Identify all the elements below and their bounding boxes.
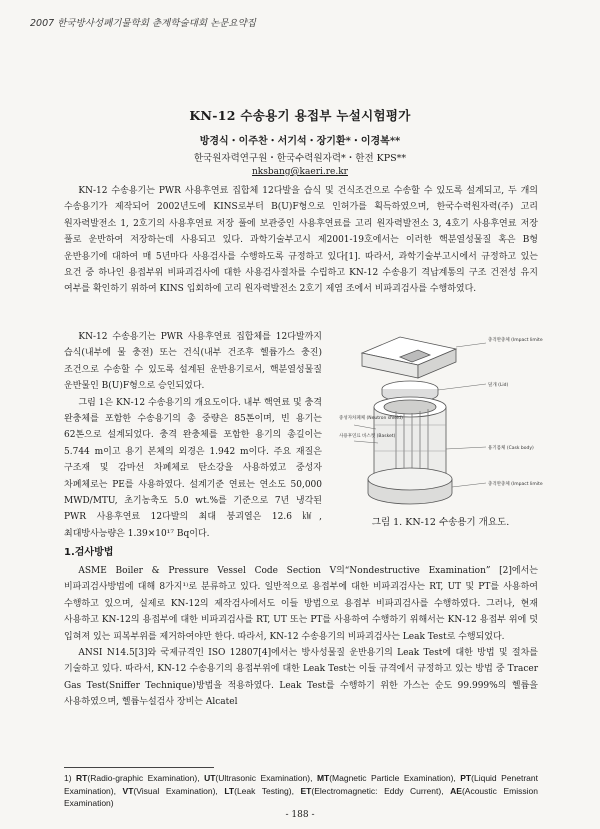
author-list: 방경식・이주찬・서기석・장기환*・이경복** bbox=[199, 136, 401, 147]
footnote-term: ET bbox=[300, 785, 312, 796]
footnote bbox=[64, 772, 538, 810]
label-cask-body: 용기몸체 (Cask body) bbox=[488, 446, 534, 451]
affiliation: 한국원자력연구원・한국수력원자력*・한전 KPS** bbox=[193, 153, 407, 164]
footnote-desc: (Liquid Penetrant Examination), bbox=[64, 773, 538, 796]
page-number: - 188 - bbox=[285, 810, 315, 820]
intro-paragraph: KN-12 수송용기는 PWR 사용후연료 집합체 12다발을 습식 및 건식조건으로 수송할 수 있도록 설계되고, 두 개의 수송용기가 제작되어 2002년도에 KINS로부터 B(U)F형으로 인허가를 획득하였으며, 한국수력원자력(주) 고리 원자력발전소 1, 2호기의 사용후연료 저장 풀에 보관중인 사용후연료를 고리 원자력발전소 3, 4호기 사용후연료 저장 풀로 운반하여 저장하는데 사용되고 있다. 과학기술부고시 제2001-19호에서는 이러한 핵분열성물질 혹은 B형 운반용기에 대하여 매 5년마다 사용검사를 수행하도록 규정하고 있다[1]. 따라서, 과학기술부고시에서 규정하고 있는 요건 중 하나인 용접부위 비파괴검사에 대한 사용검사절차를 수립하고 KN-12 수송용기 격납계통의 구조 건전성 유지 여부를 확인하기 위하여 KINS 입회하에 고리 원자력발전소 2호기 제염 조에서 비파괴검사를 수행하였다. bbox=[64, 186, 538, 295]
footnote-desc: (Ultrasonic Examination), bbox=[215, 773, 317, 783]
body-paragraph-2: 그림 1은 KN-12 수송용기의 개요도이다. 내부 핵연료 및 충격 완충체를 포함한 수송용기의 총 중량은 85톤이며, 빈 용기는 62톤으로 설계되었다. 충격 완충체를 포함한 용기의 총길이는 5.744 m이고 용기 본체의 외경은 1.942 m이다. 주요 재질은 구조재 및 감마선 차폐체로 탄소강을 사용하였고 중성자 차폐체로는 PE를 사용하였다. 설계기준 연료는 연소도 50,000 MWD/MTU, 초기농축도 5.0 wt.%를 기준으로 7년 냉각된 PWR 사용후연료 12다발의 최대 붕괴열은 12.6 ㎾, 최대방사능량은 1.39×10¹⁷ Bq이다. bbox=[64, 397, 322, 539]
footnote-rule bbox=[64, 767, 214, 768]
running-header: 2007 한국방사성폐기물학회 춘계학술대회 논문요약집 bbox=[30, 18, 256, 29]
cask-illustration bbox=[338, 333, 543, 508]
cask-figure bbox=[338, 333, 543, 508]
label-bottom-impact-limiter: 충격완충체 (Impact limiter) bbox=[488, 482, 543, 487]
left-column bbox=[64, 329, 322, 542]
footnote-term: PT bbox=[460, 773, 472, 783]
body-paragraph-1: KN-12 수송용기는 PWR 사용후연료 집합체를 12다발까지 습식(내부에 물 충전) 또는 건식(내부 건조후 헬륨가스 충진)조건으로 수송할 수 있도록 설계된 운반용기로서, 핵분열성물질 운반물인 B(U)F형으로 승인되었다. bbox=[64, 332, 322, 392]
footnote-term: VT bbox=[122, 785, 134, 796]
footnote-term: AE bbox=[450, 785, 462, 796]
footnote-term: LT bbox=[224, 785, 235, 796]
footnote-marker: 1) bbox=[64, 773, 72, 783]
footnote-desc: (Electromagnetic: Eddy Current), bbox=[311, 785, 451, 796]
section-paragraph-2: ANSI N14.5[3]와 국제규격인 ISO 12807[4]에서는 방사성물질 운반용기의 Leak Test에 대한 방법 및 절차를 기술하고 있다. 따라서, KN-12 수송용기의 용접부위에 대한 Leak Test는 이들 규격에서 규정하고 있는 방법 중 Tracer Gas Test(Sniffer Technique)방법을 적용하였다. Leak Test를 수행하기 위한 가스는 순도 99.999%의 헬륨을 사용하였으며, 헬륨누설검사 장비는 Alcatel bbox=[64, 648, 538, 708]
footnote-term: RT bbox=[76, 773, 88, 783]
footnote-term: UT bbox=[204, 773, 216, 783]
bottom-impact-limiter bbox=[368, 468, 452, 504]
label-neutron-shield: 중성자차폐체 (Neutron shield) bbox=[339, 416, 403, 421]
paper-title: KN-12 수송용기 용접부 누설시험평가 bbox=[189, 108, 411, 123]
footnote-desc: (Leak Testing), bbox=[234, 785, 301, 796]
section-body bbox=[64, 563, 538, 711]
footnote-term: MT bbox=[316, 773, 330, 783]
author-email: nksbang@kaeri.re.kr bbox=[252, 167, 348, 177]
label-basket: 사용후연료 바스켓 (Basket) bbox=[339, 434, 396, 439]
figure-caption: 그림 1. KN-12 수송용기 개요도. bbox=[371, 517, 510, 528]
section-heading: 1.검사방법 bbox=[64, 547, 114, 558]
footnote-desc: (Magnetic Particle Examination), bbox=[329, 773, 461, 783]
footnote-desc: (Acoustic Emission Examination) bbox=[64, 785, 538, 808]
section-paragraph-1: ASME Boiler & Pressure Vessel Code Section V의“Nondestructive Examination” [2]에서는 비파괴검사방법에 대해 8가지¹⁾로 분류하고 있다. 일반적으로 용접부에 대한 비파괴검사는 RT, UT 및 PT를 사용하여 수행하고 있으며, 실제로 KN-12의 제작검사에서도 이들 방법으로 용접부 비파괴검사를 수행하였다. 그러나, 현재 사용하고 KN-12의 용접부에 대한 비파괴검사를 RT, UT 또는 PT를 사용하여 수행하기 위해서는 KN-12 용접부 위에 덧 입혀져 있는 피복부위를 제거하여야만 한다. 따라서, KN-12 수송용기의 비파괴검사는 Leak Test로 수행되었다. bbox=[64, 566, 538, 642]
footnote-desc: (Radio-graphic Examination), bbox=[87, 773, 205, 783]
label-top-impact-limiter: 충격완충체 (Impact limiter) bbox=[488, 338, 543, 343]
footnote-desc: (Visual Examination), bbox=[133, 785, 225, 796]
top-impact-limiter bbox=[362, 337, 456, 378]
label-lid: 덮개 (Lid) bbox=[488, 383, 509, 388]
